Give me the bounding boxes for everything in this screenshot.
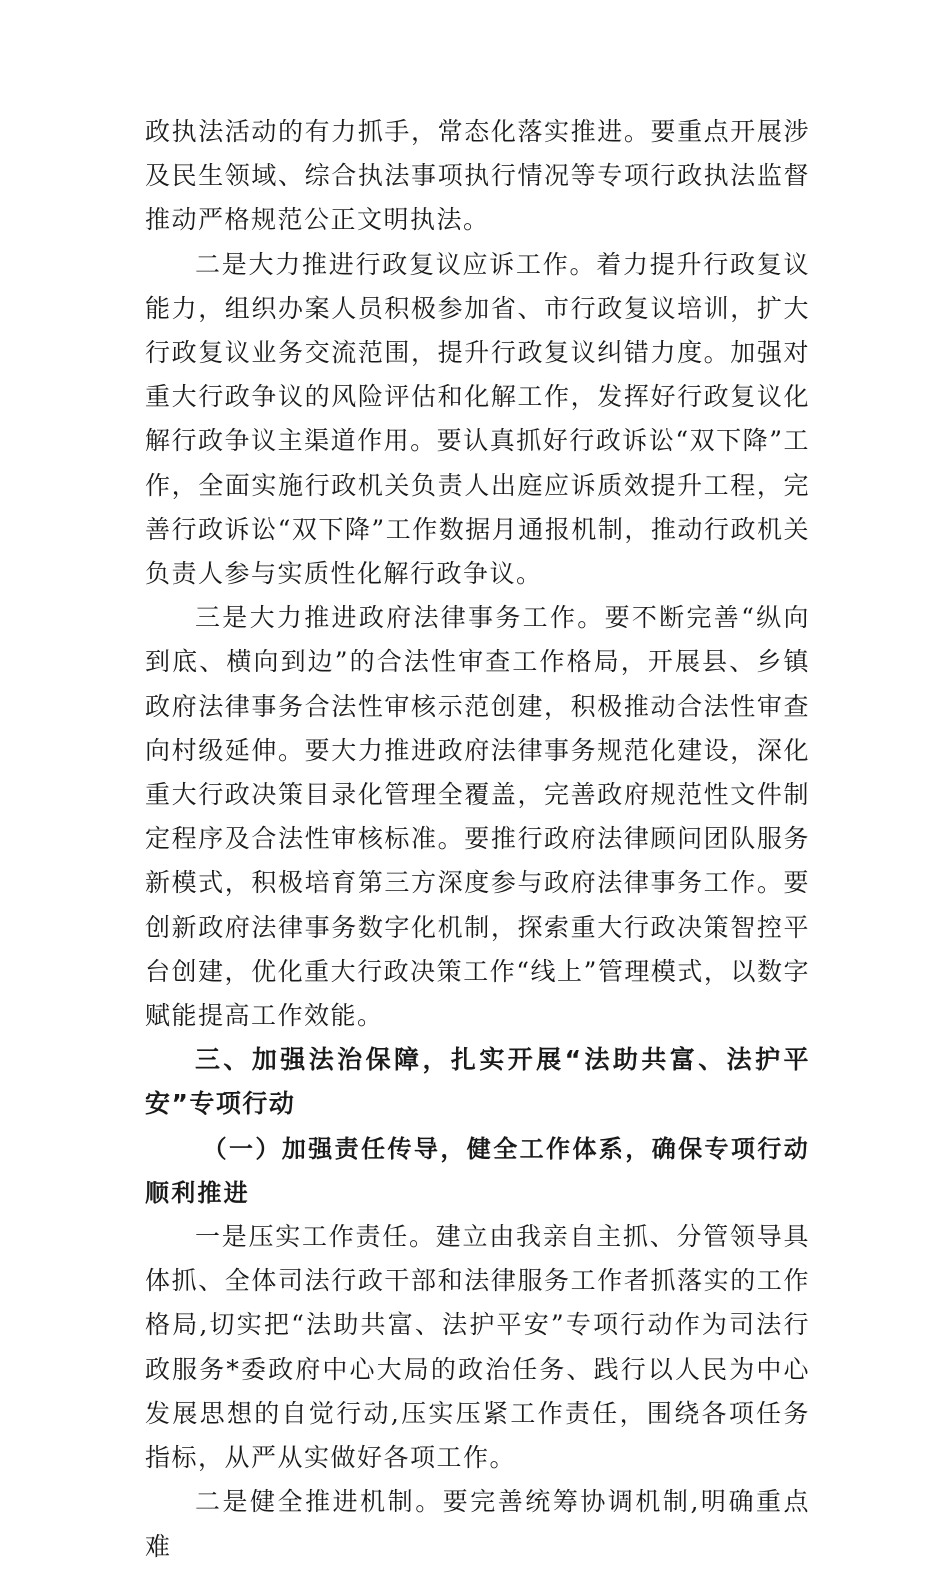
subsection-heading: （一）加强责任传导，健全工作体系，确保专项行动顺利推进 bbox=[145, 1133, 810, 1207]
section-heading: 三、加强法治保障，扎实开展“法助共富、法护平安”专项行动 bbox=[145, 1045, 810, 1119]
document-body bbox=[145, 110, 810, 1569]
paragraph-administrative-review: 二是大力推进行政复议应诉工作。着力提升行政复议能力，组织办案人员积极参加省、市行政复议培训，扩大行政复议业务交流范围，提升行政复议纠错力度。加强对重大行政争议的风险评估和化解工作，发挥好行政复议化解行政争议主渠道作用。要认真抓好行政诉讼“双下降”工作，全面实施行政机关负责人出庭应诉质效提升工程，完善行政诉讼“双下降”工作数据月通报机制，推动行政机关负责人参与实质性化解行政争议。 bbox=[145, 249, 810, 589]
paragraph-mechanism: 二是健全推进机制。要完善统筹协调机制,明确重点难 bbox=[145, 1487, 810, 1561]
paragraph-responsibility: 一是压实工作责任。建立由我亲自主抓、分管领导具体抓、全体司法行政干部和法律服务工作者抓落实的工作格局,切实把“法助共富、法护平安”专项行动作为司法行政服务*委政府中心大局的政治任务、践行以人民为中心发展思想的自觉行动,压实压紧工作责任，围绕各项任务指标，从严从实做好各项工作。 bbox=[145, 1222, 810, 1473]
paragraph-continuation: 政执法活动的有力抓手，常态化落实推进。要重点开展涉及民生领域、综合执法事项执行情况等专项行政执法监督推动严格规范公正文明执法。 bbox=[145, 117, 810, 235]
paragraph-government-legal-affairs: 三是大力推进政府法律事务工作。要不断完善“纵向到底、横向到边”的合法性审查工作格局，开展县、乡镇政府法律事务合法性审核示范创建，积极推动合法性审查向村级延伸。要大力推进政府法律事务规范化建设，深化重大行政决策目录化管理全覆盖，完善政府规范性文件制定程序及合法性审核标准。要推行政府法律顾问团队服务新模式，积极培育第三方深度参与政府法律事务工作。要创新政府法律事务数字化机制，探索重大行政决策智控平台创建，优化重大行政决策工作“线上”管理模式，以数字赋能提高工作效能。 bbox=[145, 603, 810, 1031]
